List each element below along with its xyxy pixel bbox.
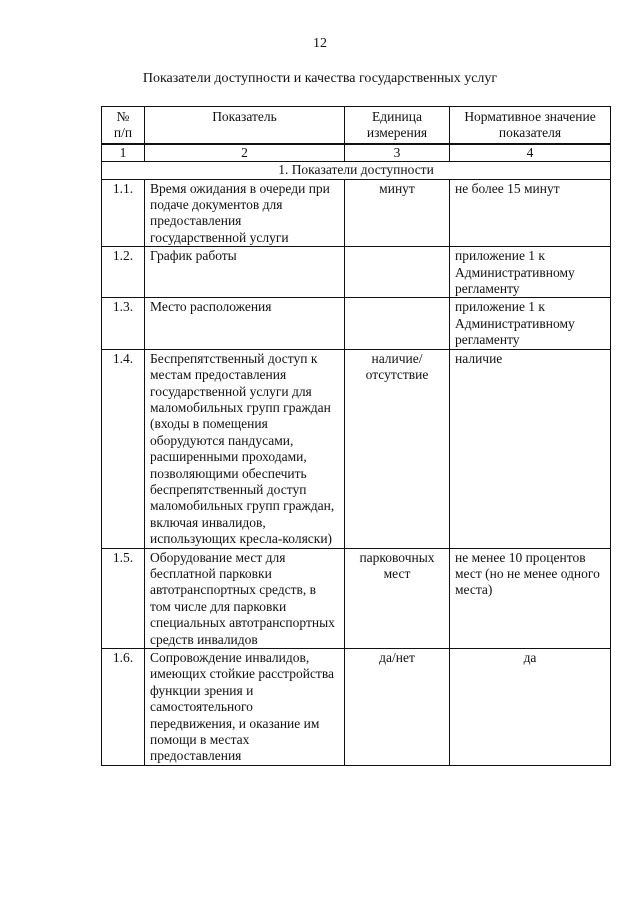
column-number: 3 (345, 144, 450, 162)
column-numbers-row (102, 144, 611, 162)
header-normative-value: Нормативное значение показателя (450, 107, 611, 144)
indicators-table (101, 106, 611, 766)
row-value: наличие (450, 349, 611, 548)
table-row (102, 247, 611, 298)
row-indicator: Время ожидания в очереди при подаче документов для предоставления государственной услуги (145, 179, 345, 247)
table-row (102, 349, 611, 548)
row-value: приложение 1 к Административному регламенту (450, 247, 611, 298)
table-row (102, 548, 611, 648)
row-indicator: Беспрепятственный доступ к местам предоставления государственной услуги для маломобильных групп граждан (входы в помещения оборудуются пандусами, расширенными проходами, позволяющими обеспечить беспрепятственный доступ маломобильных групп граждан, включая инвалидов, использующих кресла-коляски) (145, 349, 345, 548)
row-number: 1.2. (102, 247, 145, 298)
header-unit: Единица измерения (345, 107, 450, 144)
row-unit: наличие/ отсутствие (345, 349, 450, 548)
row-value: да (450, 649, 611, 766)
row-unit (345, 247, 450, 298)
row-number: 1.4. (102, 349, 145, 548)
row-value: не более 15 минут (450, 179, 611, 247)
row-unit: да/нет (345, 649, 450, 766)
row-indicator: Оборудование мест для бесплатной парковки автотранспортных средств, в том числе для парковки специальных автотранспортных средств инвалидов (145, 548, 345, 648)
column-number: 4 (450, 144, 611, 162)
section-title: 1. Показатели доступности (102, 162, 611, 179)
table-row (102, 649, 611, 766)
row-value: не менее 10 процентов мест (но не менее одного места) (450, 548, 611, 648)
row-value: приложение 1 к Административному регламенту (450, 298, 611, 349)
table-row (102, 298, 611, 349)
row-unit (345, 298, 450, 349)
section-row (102, 162, 611, 179)
table-header-row (102, 107, 611, 144)
page-number: 12 (313, 36, 327, 51)
row-number: 1.3. (102, 298, 145, 349)
row-unit: парковочных мест (345, 548, 450, 648)
row-number: 1.6. (102, 649, 145, 766)
header-number: № п/п (102, 107, 145, 144)
header-indicator: Показатель (145, 107, 345, 144)
row-indicator: Сопровождение инвалидов, имеющих стойкие расстройства функции зрения и самостоятельного передвижения, и оказание им помощи в местах предоставления (145, 649, 345, 766)
row-number: 1.1. (102, 179, 145, 247)
column-number: 2 (145, 144, 345, 162)
column-number: 1 (102, 144, 145, 162)
row-unit: минут (345, 179, 450, 247)
document-title: Показатели доступности и качества государственных услуг (142, 71, 498, 86)
row-indicator: Место расположения (145, 298, 345, 349)
row-indicator: График работы (145, 247, 345, 298)
table-row (102, 179, 611, 247)
row-number: 1.5. (102, 548, 145, 648)
